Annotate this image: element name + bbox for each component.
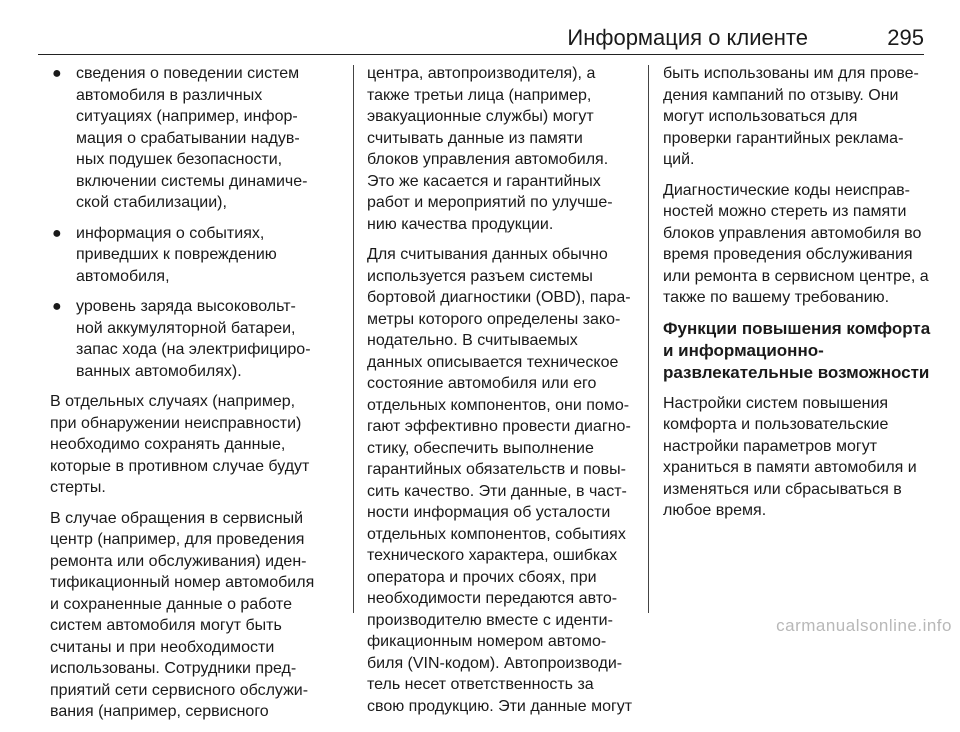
text-line: при обнаружении неисправности) (50, 414, 302, 432)
text-line: используется разъем системы (367, 267, 593, 285)
text-line: нию качества продукции. (367, 215, 554, 233)
text-line: Для считывания данных обычно (367, 246, 608, 263)
text-line: состояние автомобиля или его (367, 375, 597, 392)
section-heading (663, 318, 931, 384)
text-line: сить качество. Эти данные, в част- (367, 482, 627, 500)
text-line: ской стабилизации), (76, 194, 227, 211)
text-line: бортовой диагностики (OBD), пара- (367, 289, 631, 306)
text-line: блоков управления автомобиля. (367, 151, 609, 168)
bullet-dot-icon: ● (52, 65, 62, 82)
text-line: эвакуационные службы) могут (367, 108, 594, 125)
text-line: или ремонта в сервисном центре, а (663, 267, 929, 285)
text-line: ных подушек безопасности, (76, 151, 283, 168)
text-line: ности информация об усталости (367, 504, 611, 521)
text-line: и информационно- (663, 340, 824, 360)
text-line: В отдельных случаях (например, (50, 393, 296, 410)
text-line: блоков управления автомобиля во (663, 224, 922, 242)
paragraph (50, 391, 343, 499)
text-line: дения кампаний по отзыву. Они (663, 86, 899, 104)
page-number: 295 (887, 25, 924, 50)
text-line: стику, обеспечить выполнение (367, 439, 594, 457)
text-line: Функции повышения комфорта (663, 318, 931, 338)
text-line: Диагностические коды неисправ- (663, 181, 910, 199)
text-line: автомобиля, (76, 267, 170, 285)
text-line: также третьи лица (например, (367, 86, 592, 104)
text-line: В случае обращения в сервисный (50, 509, 304, 527)
text-line: вания (например, сервисного (50, 703, 269, 720)
text-line: гают эффективно провести диагно- (367, 418, 631, 435)
text-line: фикационным номером автомо- (367, 633, 607, 650)
bullet-item (50, 296, 343, 382)
text-line: ной аккумуляторной батареи, (76, 319, 296, 337)
text-line: отдельных компонентов, они помо- (367, 396, 630, 414)
text-line: нодательно. В считываемых (367, 332, 578, 349)
text-line: могут использоваться для (663, 108, 858, 125)
text-line: информация о событиях, (76, 224, 265, 242)
text-line: гарантийных обязательств и повы- (367, 461, 626, 478)
text-line: также по вашему требованию. (663, 289, 890, 306)
text-line: ностей можно стереть из памяти (663, 203, 907, 220)
paragraph (50, 508, 343, 723)
text-line: развлекательные возможности (663, 362, 930, 382)
text-line: Это же касается и гарантийных (367, 172, 601, 190)
text-line: метры которого определены зако- (367, 310, 621, 328)
text-line: Настройки систем повышения (663, 394, 889, 412)
bullet-item (50, 223, 343, 288)
bullet-dot-icon: ● (52, 298, 62, 315)
text-line: ремонта или обслуживания) иден- (50, 552, 307, 570)
paragraph (367, 63, 632, 235)
paragraph (663, 180, 931, 309)
text-column-3 (663, 63, 931, 531)
text-column-1 (50, 63, 343, 732)
text-line: храниться в памяти автомобиля и (663, 459, 917, 476)
text-line: считывать данные из памяти (367, 129, 583, 147)
text-line: данных описывается техническое (367, 353, 619, 371)
text-line: изменяться или сбрасываться в (663, 480, 902, 498)
bullet-item (50, 63, 343, 214)
text-line: стерты. (50, 479, 106, 496)
text-line: мация о срабатывании надув- (76, 129, 300, 147)
text-line: центр (например, для проведения (50, 531, 305, 548)
text-line: комфорта и пользовательские (663, 416, 889, 433)
text-line: время проведения обслуживания (663, 246, 913, 263)
text-line: необходимости передаются авто- (367, 590, 618, 607)
text-line: приятий сети сервисного обслужи- (50, 681, 309, 699)
text-line: ванных автомобилях). (76, 362, 242, 380)
text-line: тель несет ответственность за (367, 676, 594, 693)
bullet-dot-icon: ● (52, 224, 62, 242)
text-line: тификационный номер автомобиля (50, 574, 315, 591)
page-title: Информация о клиенте (567, 25, 808, 50)
text-line: уровень заряда высоковольт- (76, 298, 296, 315)
page-header (38, 24, 924, 55)
text-line: считаны и при необходимости (50, 638, 275, 656)
text-line: быть использованы им для прове- (663, 65, 919, 82)
paragraph (367, 244, 632, 717)
text-line: сведения о поведении систем (76, 65, 300, 82)
text-line: биля (VIN-кодом). Автопроизводи- (367, 654, 623, 672)
text-line: ситуациях (например, инфор- (76, 108, 298, 125)
watermark: carmanualsonline.info (776, 616, 952, 635)
text-line: систем автомобиля могут быть (50, 617, 282, 634)
text-line: любое время. (663, 502, 767, 519)
text-line: производителю вместе с иденти- (367, 611, 613, 629)
text-line: запас хода (на электрифициро- (76, 341, 311, 358)
text-line: свою продукцию. Эти данные могут (367, 697, 633, 715)
text-line: приведших к повреждению (76, 246, 277, 263)
text-line: оператора и прочих сбоях, при (367, 568, 597, 586)
paragraph (663, 63, 931, 171)
column-divider (353, 65, 354, 613)
text-line: настройки параметров могут (663, 437, 878, 455)
text-line: центра, автопроизводителя), а (367, 65, 596, 82)
text-line: необходимо сохранять данные, (50, 436, 286, 453)
text-column-2 (367, 63, 632, 726)
text-line: технического характера, ошибках (367, 547, 618, 564)
column-divider (648, 65, 649, 613)
text-line: включении системы динамиче- (76, 172, 308, 190)
text-line: использованы. Сотрудники пред- (50, 660, 297, 677)
text-line: работ и мероприятий по улучше- (367, 194, 613, 211)
text-line: которые в противном случае будут (50, 457, 310, 475)
text-line: отдельных компонентов, событиях (367, 525, 626, 543)
text-line: и сохраненные данные о работе (50, 595, 292, 613)
text-line: автомобиля в различных (76, 86, 263, 104)
text-line: ций. (663, 151, 695, 168)
text-line: проверки гарантийных реклама- (663, 129, 904, 147)
paragraph (663, 393, 931, 522)
